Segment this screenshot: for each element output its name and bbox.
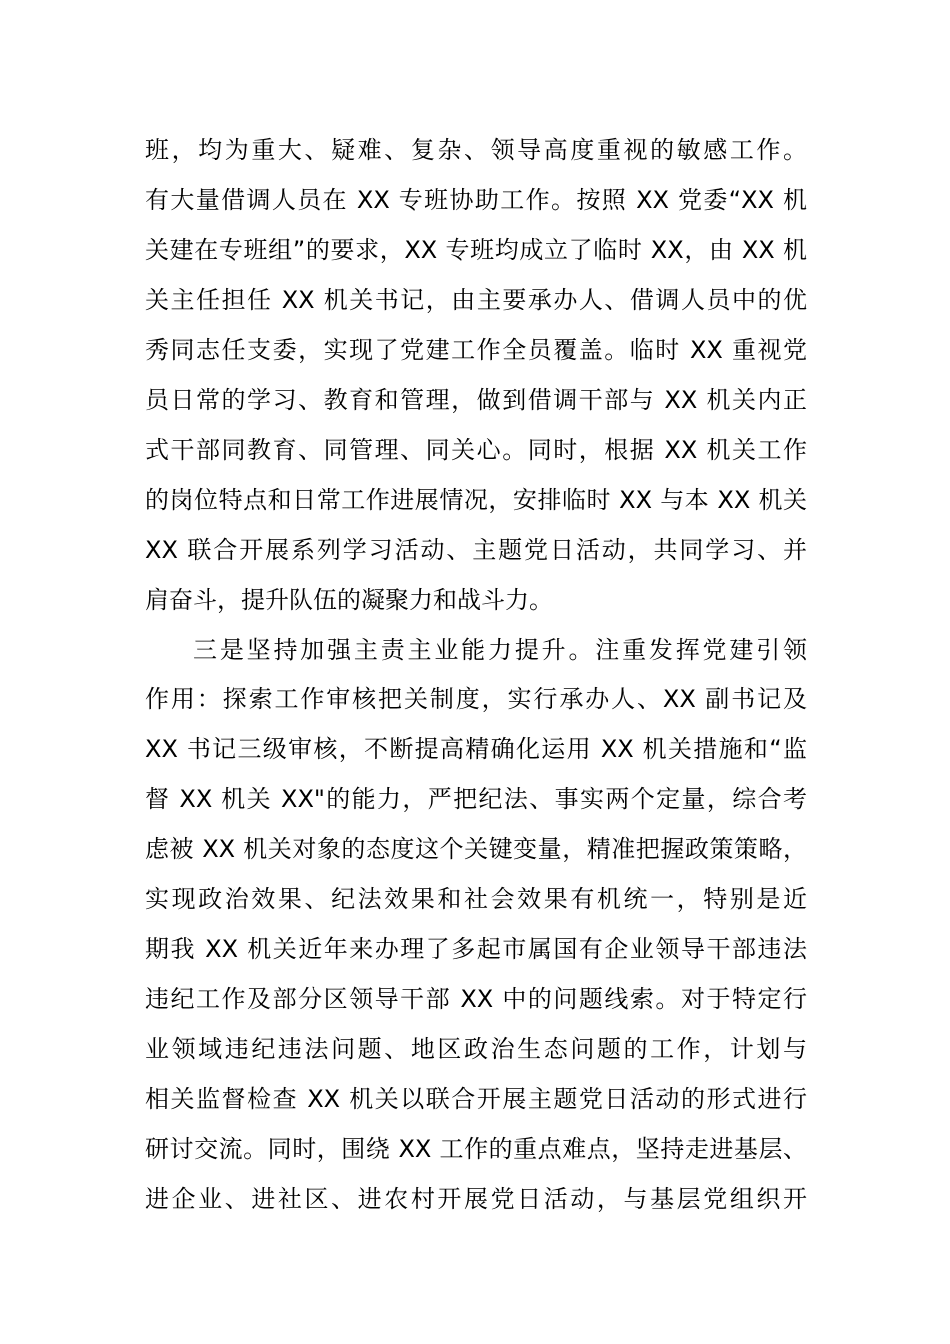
text-line: 式干部同教育、同管理、同关心。同时，根据 XX 机关工作 [145, 435, 807, 464]
text-line: 进企业、进社区、进农村开展党日活动，与基层党组织开 [145, 1184, 807, 1213]
text-line: 虑被 XX 机关对象的态度这个关键变量，精准把握政策策略， [145, 835, 807, 864]
text-line: 三是坚持加强主责主业能力提升。注重发挥党建引领 [193, 635, 807, 664]
text-line: 关建在专班组”的要求，XX 专班均成立了临时 XX，由 XX 机 [145, 235, 807, 264]
text-line: 关主任担任 XX 机关书记，由主要承办人、借调人员中的优 [145, 285, 807, 314]
text-line: 作用：探索工作审核把关制度，实行承办人、XX 副书记及 [145, 685, 807, 714]
text-line: XX 书记三级审核，不断提高精确化运用 XX 机关措施和“监 [145, 735, 807, 764]
text-line: 班，均为重大、疑难、复杂、领导高度重视的敏感工作。 [145, 136, 807, 164]
text-line: 员日常的学习、教育和管理，做到借调干部与 XX 机关内正 [145, 385, 807, 414]
text-line: XX 联合开展系列学习活动、主题党日活动，共同学习、并 [145, 535, 807, 564]
text-line: 实现政治效果、纪法效果和社会效果有机统一，特别是近 [145, 885, 807, 914]
text-line: 期我 XX 机关近年来办理了多起市属国有企业领导干部违法 [145, 935, 807, 964]
text-line: 的岗位特点和日常工作进展情况，安排临时 XX 与本 XX 机关 [145, 485, 807, 514]
text-line: 违纪工作及部分区领导干部 XX 中的问题线索。对于特定行 [145, 985, 807, 1014]
text-line: 秀同志任支委，实现了党建工作全员覆盖。临时 XX 重视党 [145, 335, 807, 364]
text-line: 督 XX 机关 XX"的能力，严把纪法、事实两个定量，综合考 [145, 785, 807, 814]
text-line: 肩奋斗，提升队伍的凝聚力和战斗力。 [145, 585, 553, 614]
text-line: 有大量借调人员在 XX 专班协助工作。按照 XX 党委“XX 机 [145, 185, 807, 214]
text-line: 相关监督检查 XX 机关以联合开展主题党日活动的形式进行 [145, 1085, 807, 1114]
text-line: 研讨交流。同时，围绕 XX 工作的重点难点，坚持走进基层、 [145, 1135, 807, 1163]
text-line: 业领域违纪违法问题、地区政治生态问题的工作，计划与 [145, 1035, 807, 1064]
